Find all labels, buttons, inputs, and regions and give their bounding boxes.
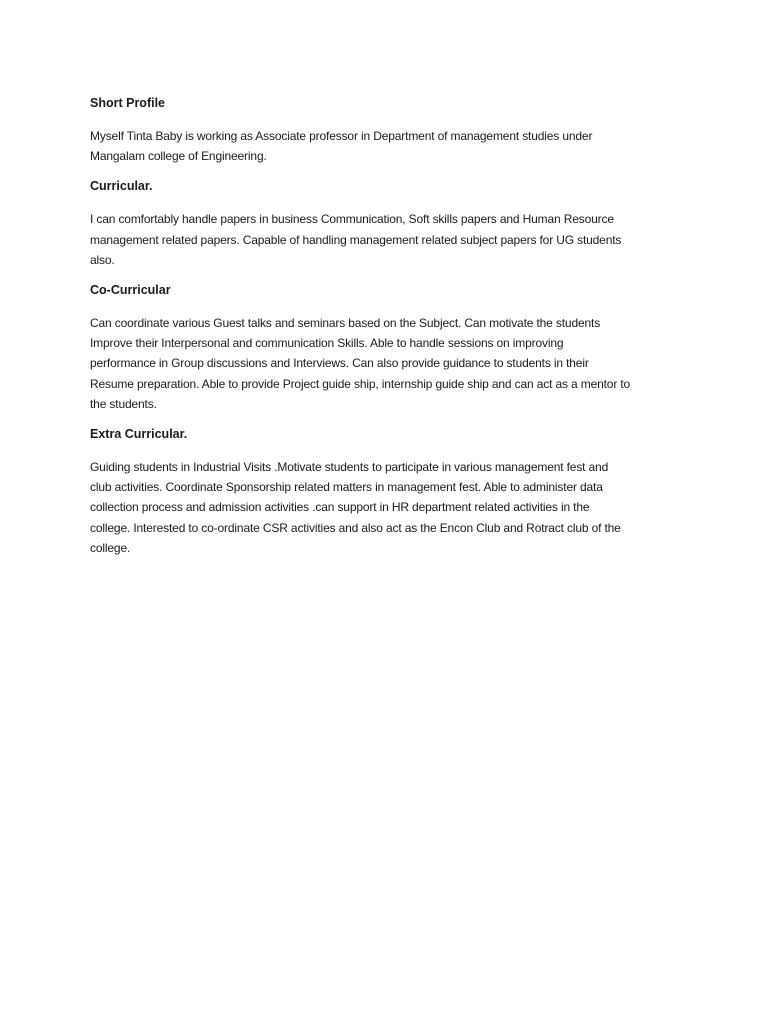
section-heading: Co-Curricular xyxy=(90,283,171,298)
section-heading: Curricular. xyxy=(90,179,153,194)
section-paragraph xyxy=(90,313,690,414)
section-co-curricular xyxy=(90,281,690,414)
text-line: the students. xyxy=(90,396,157,411)
text-line: college. xyxy=(90,540,131,555)
text-line: I can comfortably handle papers in business Communication, Soft skills papers and Human Resource xyxy=(90,212,614,227)
section-heading: Extra Curricular. xyxy=(90,427,188,442)
section-short-profile xyxy=(90,94,690,166)
section-paragraph xyxy=(90,209,690,270)
text-line: club activities. Coordinate Sponsorship related matters in management fest. Able to administer data xyxy=(90,480,603,495)
section-paragraph xyxy=(90,126,690,166)
section-extra-curricular xyxy=(90,425,690,558)
section-heading: Short Profile xyxy=(90,96,166,110)
section-paragraph xyxy=(90,457,690,558)
document-page xyxy=(90,94,690,569)
text-line: Can coordinate various Guest talks and seminars based on the Subject. Can motivate the students xyxy=(90,316,601,331)
text-line: Resume preparation. Able to provide Project guide ship, internship guide ship and can act as a mentor to xyxy=(90,376,631,391)
text-line: Myself Tinta Baby is working as Associate professor in Department of management studies under xyxy=(90,129,593,143)
section-curricular xyxy=(90,177,690,270)
text-line: collection process and admission activities .can support in HR department related activities in the xyxy=(90,500,590,515)
text-line: Mangalam college of Engineering. xyxy=(90,149,267,164)
text-line: also. xyxy=(90,252,115,267)
text-line: college. Interested to co-ordinate CSR activities and also act as the Encon Club and Rotract club of the xyxy=(90,520,621,535)
text-line: management related papers. Capable of handling management related subject papers for UG students xyxy=(90,232,622,247)
text-line: Guiding students in Industrial Visits .Motivate students to participate in various management fest and xyxy=(90,460,609,475)
text-line: Improve their Interpersonal and communication Skills. Able to handle sessions on improving xyxy=(90,336,564,351)
text-line: performance in Group discussions and Interviews. Can also provide guidance to students in their xyxy=(90,356,589,371)
